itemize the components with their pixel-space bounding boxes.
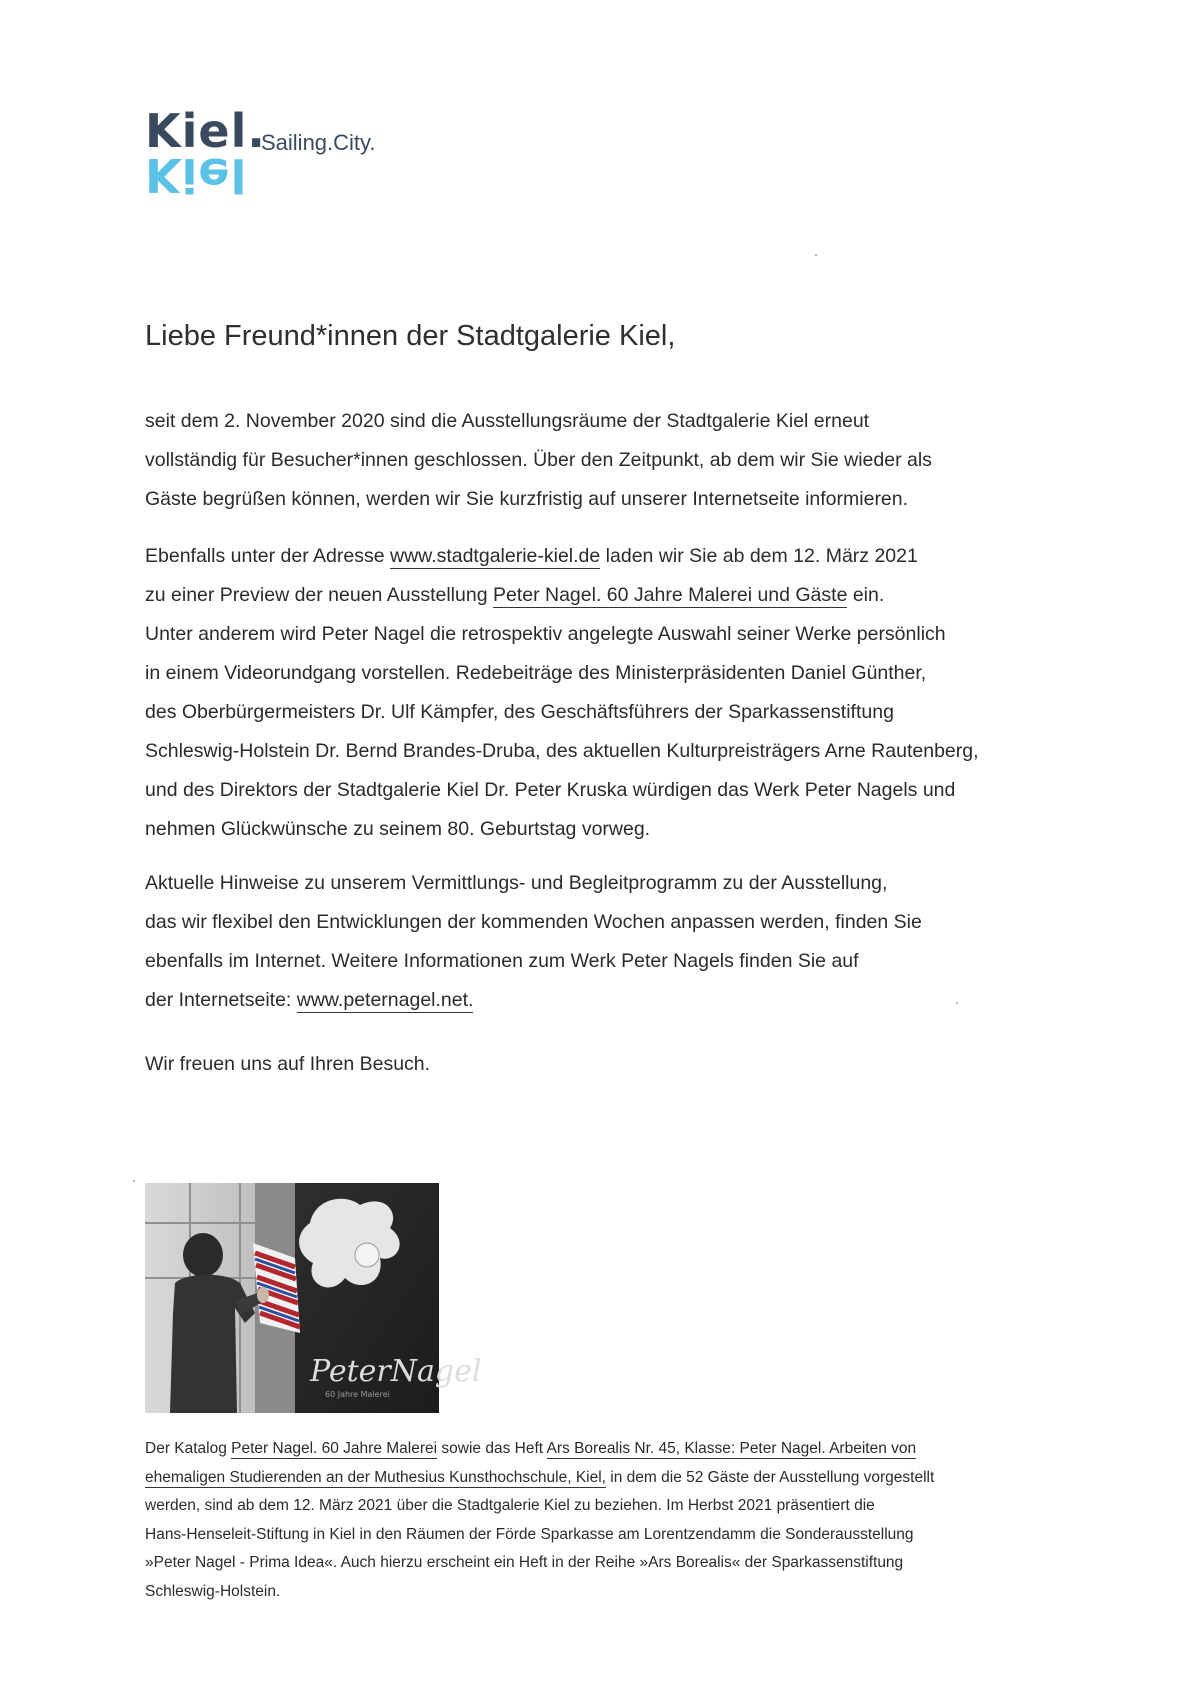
catalog-cover-illustration [145,1183,482,1413]
signature-text: PeterNagel [310,1354,482,1389]
ars-borealis-link-continued[interactable]: ehemaligen Studierenden an der Muthesius Kunsthochschule, Kiel, [145,1468,606,1486]
text-segment: Ebenfalls unter der Adresse [145,545,390,567]
paragraph-line [145,537,1085,576]
text-segment: in dem die 52 Gäste der Ausstellung vorgestellt [606,1468,935,1486]
exhibition-title-link[interactable]: Peter Nagel. 60 Jahre Malerei und Gäste [492,584,848,606]
logo-wordmark-text: Kiel [145,104,248,158]
caption-line: Hans-Henseleit-Stiftung in Kiel in den Räumen der Förde Sparkasse am Lorentzendamm die Sonderausstellung [145,1525,914,1543]
paragraph-line: seit dem 2. November 2020 sind die Ausstellungsräume der Stadtgalerie Kiel erneut [145,410,870,432]
text-segment: sowie das Heft [437,1440,547,1457]
scan-speck [956,1002,958,1004]
caption-line: »Peter Nagel - Prima Idea«. Auch hierzu erscheint ein Heft in der Reihe »Ars Borealis« der Sparkassenstiftung [145,1554,904,1571]
text-segment: zu einer Preview der neuen Ausstellung [145,584,493,606]
caption-line: werden, sind ab dem 12. März 2021 über die Stadtgalerie Kiel zu beziehen. Im Herbst 2021 präsentiert die [145,1497,875,1514]
paragraph-1 [145,402,1085,519]
catalog-caption [145,1435,1085,1606]
paragraph-line: Gäste begrüßen können, werden wir Sie kurzfristig auf unserer Internetseite informieren. [145,488,909,510]
paragraph-line: nehmen Glückwünsche zu seinem 80. Geburtstag vorweg. [145,818,651,840]
paragraph-2 [145,537,1085,849]
logo-dot: . [247,104,266,158]
paragraph-line [145,981,1085,1020]
logo-tagline: Sailing.City. [261,130,376,155]
paragraph-line: Unter anderem wird Peter Nagel die retrospektiv angelegte Auswahl seiner Werke persönlich [145,623,946,645]
closing-line: Wir freuen uns auf Ihren Besuch. [145,1053,431,1075]
text-segment: der Internetseite: [145,989,297,1011]
paragraph-line: in einem Videorundgang vorstellen. Redebeiträge des Ministerpräsidenten Daniel Günther, [145,662,927,684]
paragraph-line: des Oberbürgermeisters Dr. Ulf Kämpfer, des Geschäftsführers der Sparkassenstiftung [145,701,894,723]
paragraph-line: ebenfalls im Internet. Weitere Informationen zum Werk Peter Nagels finden Sie auf [145,950,859,972]
cover-subtitle: 60 Jahre Malerei [325,1390,390,1399]
caption-line: Schleswig-Holstein. [145,1582,281,1600]
scan-speck [133,1180,135,1182]
paragraph-4 [145,1045,1085,1084]
text-segment: ein. [847,584,885,606]
paragraph-line: Aktuelle Hinweise zu unserem Vermittlungs- und Begleitprogramm zu der Ausstellung, [145,872,888,894]
page-title: Liebe Freund*innen der Stadtgalerie Kiel, [145,320,676,352]
logo-wordmark-reflection [145,148,248,202]
paragraph-line [145,576,1085,615]
paragraph-3 [145,864,1085,1020]
scan-speck [815,254,817,256]
paragraph-line: das wir flexibel den Entwicklungen der kommenden Wochen anpassen werden, finden Sie [145,911,922,933]
logo-reflection-text: Kiel [145,148,248,202]
stadtgalerie-link[interactable]: www.stadtgalerie-kiel.de [389,545,601,567]
catalog-link[interactable]: Peter Nagel. 60 Jahre Malerei [231,1440,438,1457]
paragraph-line: Schleswig-Holstein Dr. Bernd Brandes-Druba, des aktuellen Kulturpreisträgers Arne Rautenberg, [145,740,979,762]
ars-borealis-link[interactable]: Ars Borealis Nr. 45, Klasse: Peter Nagel. Arbeiten von [546,1440,917,1457]
peternagel-link[interactable]: www.peternagel.net. [296,989,474,1011]
text-segment: laden wir Sie ab dem 12. März 2021 [600,545,918,567]
caption-line [145,1464,1085,1493]
catalog-cover-image [145,1183,482,1413]
caption-line [145,1435,1085,1464]
paragraph-line: und des Direktors der Stadtgalerie Kiel Dr. Peter Kruska würdigen das Werk Peter Nagels und [145,779,956,801]
paragraph-line: vollständig für Besucher*innen geschlossen. Über den Zeitpunkt, ab dem wir Sie wieder als [145,449,932,471]
text-segment: Der Katalog [145,1440,232,1457]
